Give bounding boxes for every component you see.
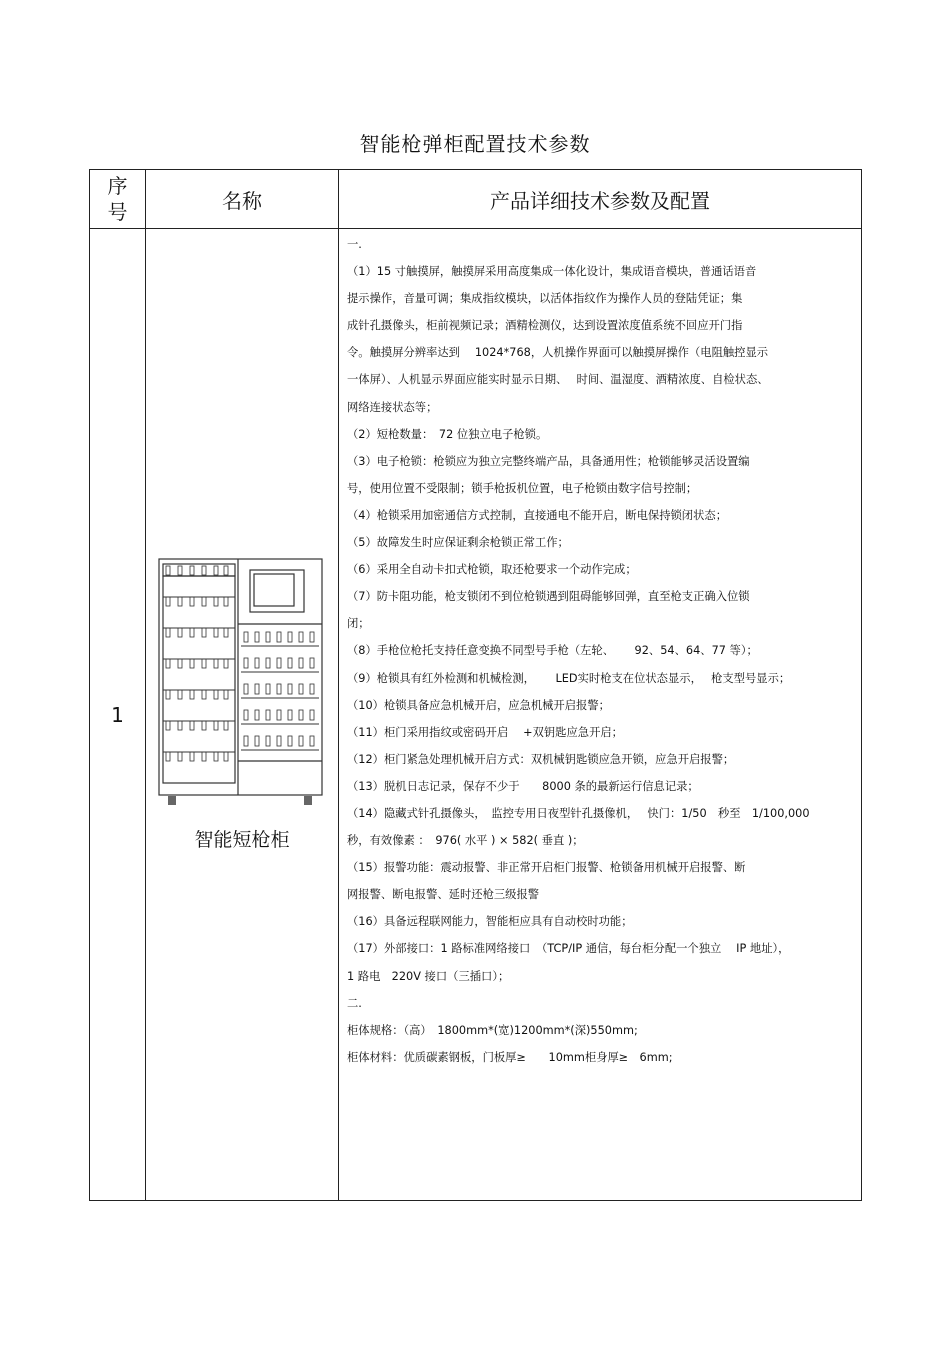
spec-line: 秒，有效像素 ： 976( 水平 ) × 582( 垂直 )； bbox=[347, 834, 584, 848]
spec-line: 柜体材料：优质碳素钢板，门板厚≥ 10mm柜身厚≥ 6mm; bbox=[347, 1050, 673, 1064]
spec-detail-text bbox=[339, 229, 861, 1071]
row-name-cell bbox=[146, 229, 339, 1201]
document-title: 智能枪弹柜配置技术参数 bbox=[359, 132, 591, 156]
header-name: 名称 bbox=[146, 170, 339, 229]
spec-line: （2）短枪数量： 72 位独立电子枪锁。 bbox=[347, 427, 548, 441]
spec-line: （15）报警功能：震动报警、非正常开启柜门报警、枪锁备用机械开启报警、断 bbox=[347, 861, 746, 875]
gun-cabinet-illustration-icon bbox=[156, 556, 326, 811]
header-seq-line2: 号 bbox=[107, 200, 128, 224]
spec-line: （11）柜门采用指纹或密码开启 +双钥匙应急开启； bbox=[347, 725, 623, 739]
header-seq bbox=[90, 170, 146, 229]
spec-line: （7）防卡阻功能，枪支锁闭不到位枪锁遇到阻碍能够回弹，直至枪支正确入位锁 bbox=[347, 590, 750, 604]
table-header-row bbox=[90, 170, 862, 229]
product-name: 智能短枪柜 bbox=[194, 829, 290, 851]
table-row bbox=[90, 229, 862, 1201]
spec-line: 号，使用位置不受限制；锁手枪扳机位置，电子枪锁由数字信号控制； bbox=[347, 481, 698, 495]
spec-line: （14）隐藏式针孔摄像头， 监控专用日夜型针孔摄像机， 快门：1/50 秒至 1/100,000 bbox=[347, 806, 810, 820]
spec-line: 令。触摸屏分辨率达到 1024*768，人机操作界面可以触摸屏操作（电阻触控显示 bbox=[347, 346, 769, 360]
spec-line: （17）外部接口：1 路标准网络接口 （TCP/IP 通信，每台柜分配一个独立 IP 地址）， bbox=[347, 942, 790, 956]
spec-line: 1 路电 220V 接口（三插口）； bbox=[347, 969, 510, 983]
spec-line: 一. bbox=[347, 238, 362, 251]
spec-line: 成针孔摄像头，柜前视频记录；酒精检测仪，达到设置浓度值系统不回应开门指 bbox=[347, 319, 743, 333]
spec-line: 网报警、断电报警、延时还枪三级报警 bbox=[347, 888, 540, 902]
spec-line: （4）枪锁采用加密通信方式控制，直接通电不能开启，断电保持锁闭状态； bbox=[347, 508, 727, 522]
spec-line: 网络连接状态等； bbox=[347, 400, 438, 414]
spec-table bbox=[89, 169, 862, 1201]
spec-line: （12）柜门紧急处理机械开启方式：双机械钥匙锁应急开锁，应急开启报警； bbox=[347, 752, 735, 766]
spec-line: 提示操作，音量可调；集成指纹模块，以活体指纹作为操作人员的登陆凭证；集 bbox=[347, 292, 743, 306]
spec-line: （8）手枪位枪托支持任意变换不同型号手枪（左轮、 92、54、64、77 等）； bbox=[347, 644, 758, 658]
spec-line: 一体屏）、人机显示界面应能实时显示日期、 时间、温湿度、酒精浓度、自检状态、 bbox=[347, 373, 769, 387]
spec-line: （6）采用全自动卡扣式枪锁，取还枪要求一个动作完成； bbox=[347, 563, 637, 577]
row-seq: 1 bbox=[90, 229, 146, 1201]
spec-line: （5）故障发生时应保证剩余枪锁正常工作； bbox=[347, 536, 569, 550]
header-detail: 产品详细技术参数及配置 bbox=[339, 170, 862, 229]
spec-line: 闭； bbox=[347, 617, 370, 631]
spec-line: （3）电子枪锁：枪锁应为独立完整终端产品，具备通用性；枪锁能够灵活设置编 bbox=[347, 454, 750, 468]
spec-line: 柜体规格：（高） 1800mm*(宽)1200mm*(深)550mm; bbox=[347, 1023, 638, 1037]
spec-line: （1）15 寸触摸屏，触摸屏采用高度集成一体化设计，集成语音模块，普通话语音 bbox=[347, 265, 757, 279]
spec-line: 二. bbox=[347, 996, 362, 1010]
row-detail-cell bbox=[339, 229, 862, 1201]
spec-line: （13）脱机日志记录，保存不少于 8000 条的最新运行信息记录； bbox=[347, 779, 699, 793]
header-seq-line1: 序 bbox=[107, 174, 128, 198]
spec-line: （10）枪锁具备应急机械开启，应急机械开启报警； bbox=[347, 698, 610, 712]
spec-line: （16）具备远程联网能力，智能柜应具有自动校时功能； bbox=[347, 915, 633, 929]
spec-line: （9）枪锁具有红外检测和机械检测， LED实时枪支在位状态显示， 枪支型号显示； bbox=[347, 671, 791, 685]
